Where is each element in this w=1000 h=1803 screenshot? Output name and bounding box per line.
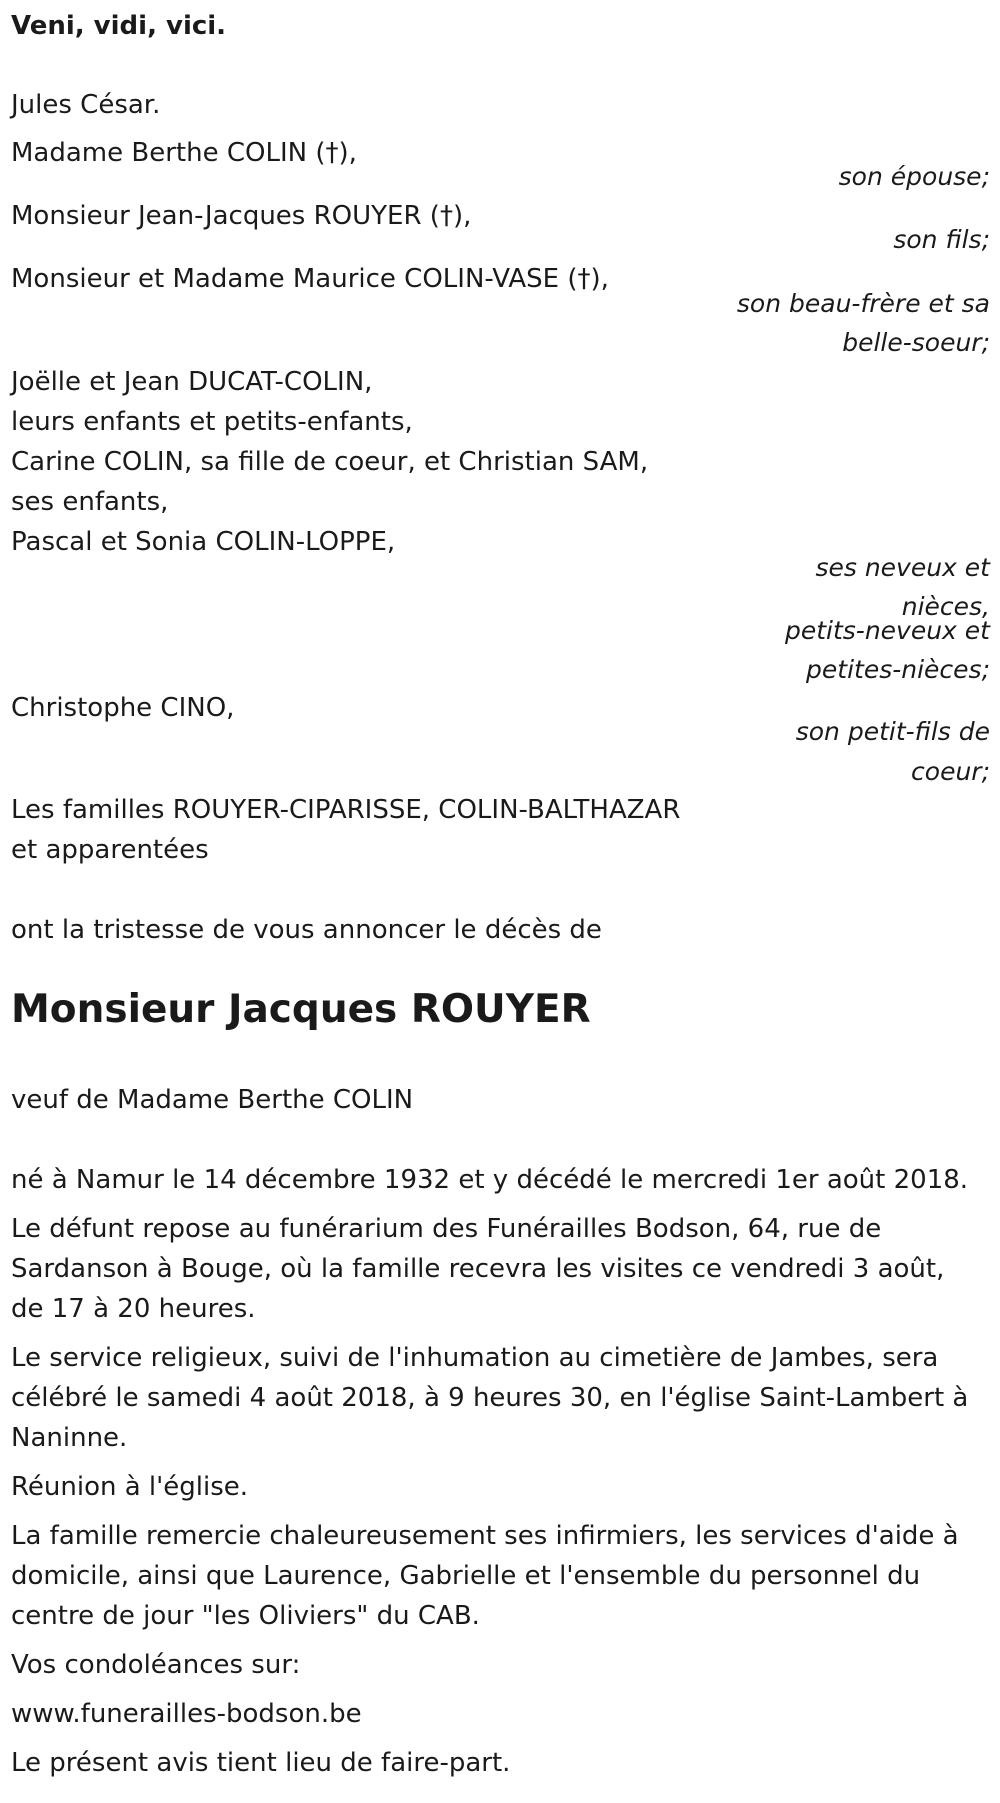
widower-line: veuf de Madame Berthe COLIN <box>11 1085 414 1115</box>
nephews-relation: petites-nièces; <box>806 655 990 684</box>
paragraph-service-line: Naninne. <box>11 1423 128 1453</box>
family-name-wife: Madame Berthe COLIN (†), <box>11 138 357 168</box>
family-relation-brother-in-law-2: belle-soeur; <box>842 328 990 357</box>
nephews-relation: nièces, <box>901 592 990 621</box>
nephews-line: Carine COLIN, sa fille de coeur, et Christian SAM, <box>11 447 649 477</box>
nephews-line: leurs enfants et petits-enfants, <box>11 407 413 437</box>
grandson-relation: coeur; <box>911 757 990 786</box>
paragraph-funerarium-line: Le défunt repose au funérarium des Funérailles Bodson, 64, rue de <box>11 1214 882 1244</box>
paragraph-thanks-line: centre de jour "les Oliviers" du CAB. <box>11 1601 480 1631</box>
family-relation-wife: son épouse; <box>838 162 990 191</box>
paragraph-thanks-line: La famille remercie chaleureusement ses infirmiers, les services d'aide à <box>11 1521 959 1551</box>
condolences-label: Vos condoléances sur: <box>11 1650 301 1680</box>
birth-death: né à Namur le 14 décembre 1932 et y décédé le mercredi 1er août 2018. <box>11 1165 969 1195</box>
announcement: ont la tristesse de vous annoncer le décès de <box>11 915 602 945</box>
paragraph-funerarium-line: de 17 à 20 heures. <box>11 1294 256 1324</box>
quote-author: Jules César. <box>11 90 161 120</box>
condolences-website-link[interactable]: www.funerailles-bodson.be <box>11 1699 362 1729</box>
paragraph-thanks-line: domicile, ainsi que Laurence, Gabrielle et l'ensemble du personnel du <box>11 1561 921 1591</box>
nephews-line: Pascal et Sonia COLIN-LOPPE, <box>11 527 396 557</box>
families-line: Les familles ROUYER-CIPARISSE, COLIN-BALTHAZAR <box>11 795 681 825</box>
family-relation-brother-in-law-1: son beau-frère et sa <box>736 289 990 318</box>
grandson-relation: son petit-fils de <box>795 717 990 746</box>
nephews-relation: ses neveux et <box>815 553 990 582</box>
family-name-brother-in-law: Monsieur et Madame Maurice COLIN-VASE (†), <box>11 264 609 294</box>
families-line: et apparentées <box>11 835 209 865</box>
paragraph-reunion: Réunion à l'église. <box>11 1472 249 1502</box>
paragraph-service-line: célébré le samedi 4 août 2018, à 9 heures 30, en l'église Saint-Lambert à <box>11 1383 969 1413</box>
quote: Veni, vidi, vici. <box>11 11 227 41</box>
family-relation-son: son fils; <box>893 225 990 254</box>
paragraph-service-line: Le service religieux, suivi de l'inhumation au cimetière de Jambes, sera <box>11 1343 939 1373</box>
nephews-line: ses enfants, <box>11 487 169 517</box>
closing-note: Le présent avis tient lieu de faire-part. <box>11 1748 511 1778</box>
nephews-line: Joëlle et Jean DUCAT-COLIN, <box>11 367 373 397</box>
grandson-name: Christophe CINO, <box>11 693 235 723</box>
nephews-relation: petits-neveux et <box>784 616 990 645</box>
paragraph-funerarium-line: Sardanson à Bouge, où la famille recevra les visites ce vendredi 3 août, <box>11 1254 945 1284</box>
family-name-son: Monsieur Jean-Jacques ROUYER (†), <box>11 201 472 231</box>
deceased-name: Monsieur Jacques ROUYER <box>11 987 591 1032</box>
